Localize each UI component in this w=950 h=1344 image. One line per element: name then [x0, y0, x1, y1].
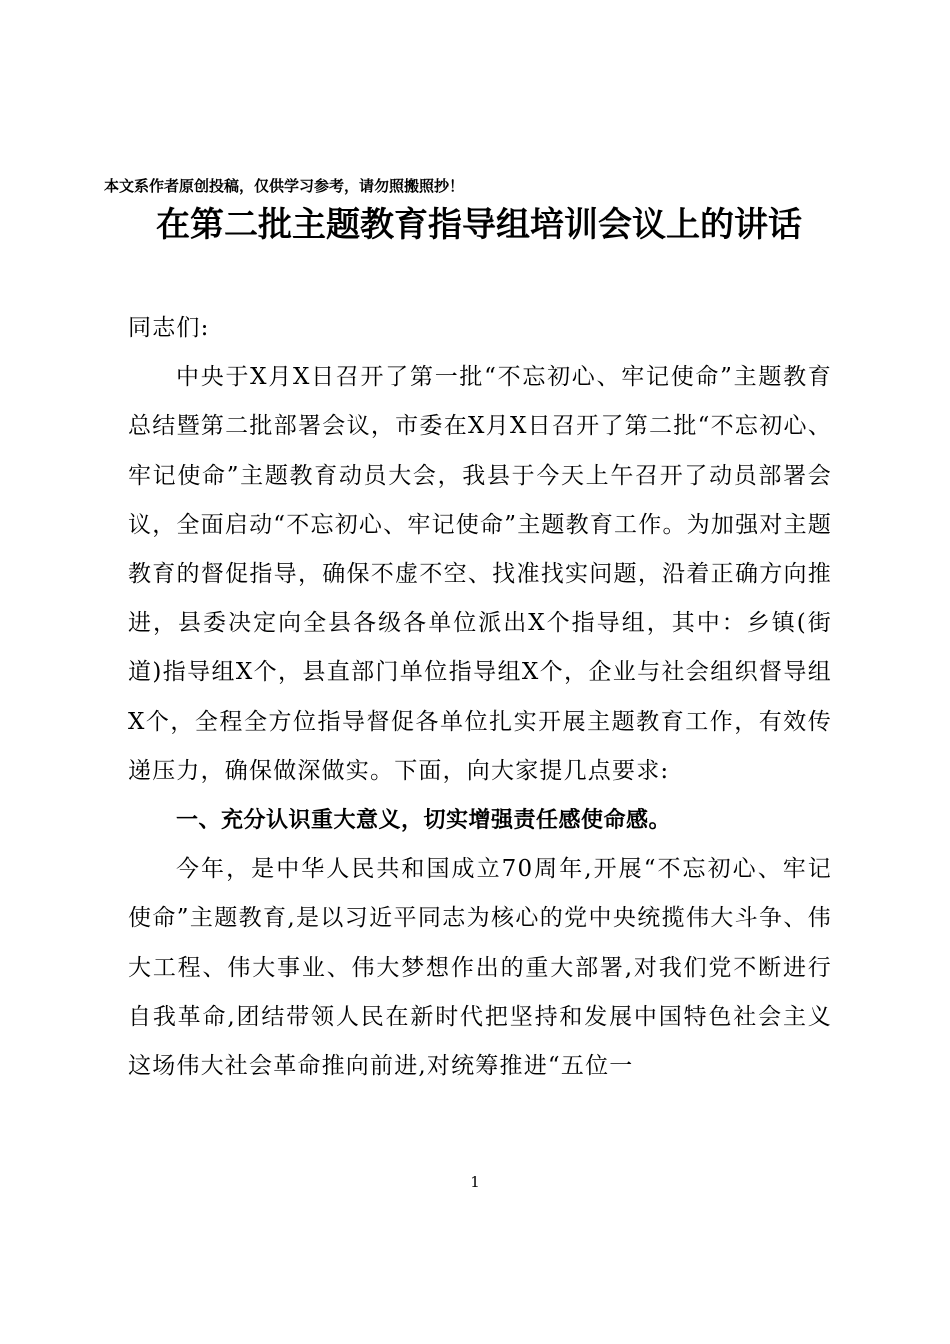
document-title: 在第二批主题教育指导组培训会议上的讲话 — [156, 205, 802, 245]
intro-paragraph: 中央于X月X日召开了第一批“不忘初心、牢记使命”主题教育总结暨第二批部署会议，市委在X月X日召开了第二批“不忘初心、牢记使命”主题教育动员大会，我县于今天上午召开了动员部署会议，全面启动“不忘初心、牢记使命”主题教育工作。为加强对主题教育的督促指导，确保不虚不空、找准找实问题，沿着正确方向推进，县委决定向全县各级各单位派出X个指导组，其中：乡镇(街道)指导组X个，县直部门单位指导组X个，企业与社会组织督导组X个，全程全方位指导督促各单位扎实开展主题教育工作，有效传递压力，确保做深做实。下面，向大家提几点要求: — [128, 364, 832, 784]
copyright-notice: 本文系作者原创投稿，仅供学习参考，请勿照搬照抄！ — [104, 177, 465, 195]
salutation: 同志们: — [128, 315, 210, 341]
page-number: 1 — [470, 1173, 480, 1191]
document-body — [128, 304, 832, 1091]
section-paragraph: 今年，是中华人民共和国成立70周年,开展“不忘初心、牢记使命”主题教育,是以习近平同志为核心的党中央统揽伟大斗争、伟大工程、伟大事业、伟大梦想作出的重大部署,对我们党不断进行自我革命,团结带领人民在新时代把坚持和发展中国特色社会主义这场伟大社会革命推向前进,对统筹推进“五位一 — [128, 856, 832, 1080]
section-heading: 一、充分认识重大意义，切实增强责任感使命感。 — [176, 808, 672, 834]
